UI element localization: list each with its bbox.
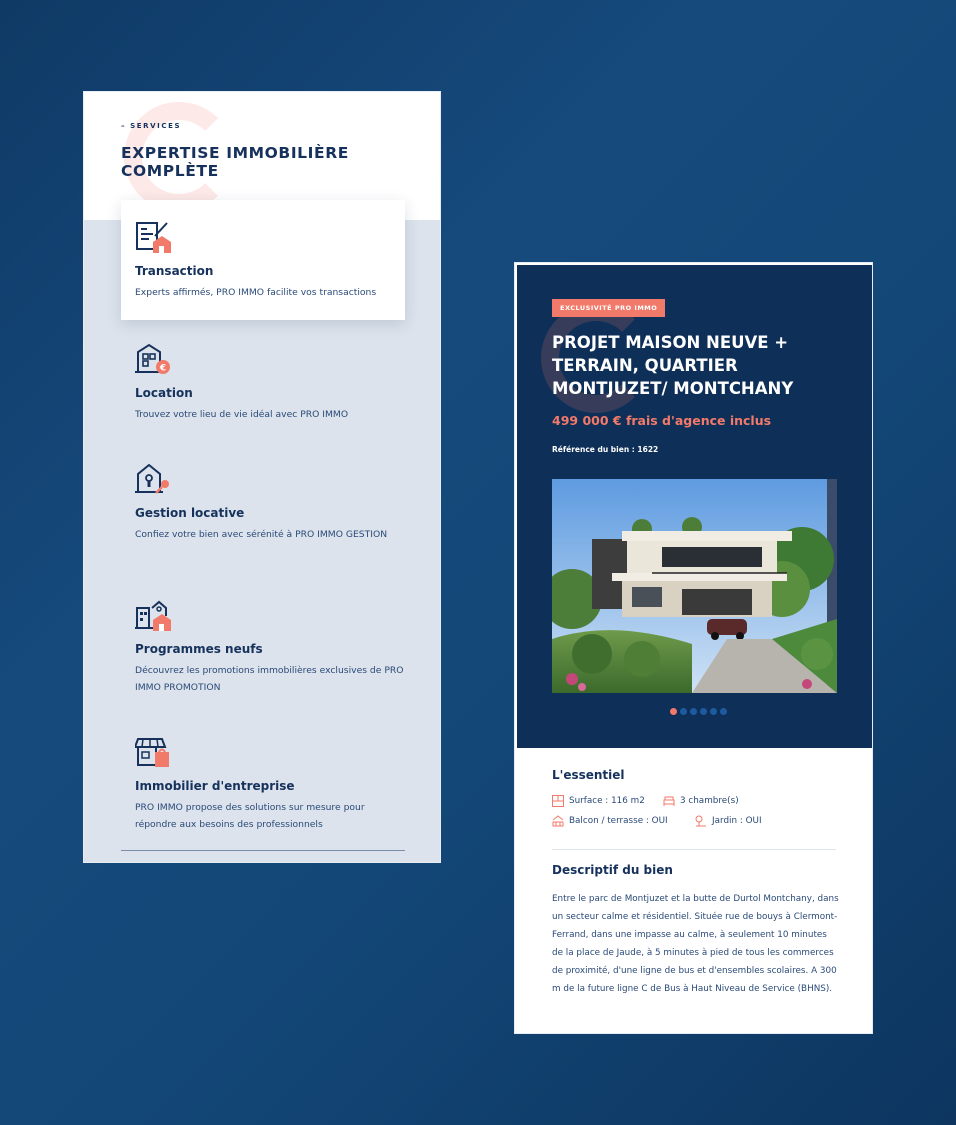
property-reference: Référence du bien : 1622 [552, 445, 659, 454]
service-name: Programmes neufs [135, 642, 263, 656]
feature-label: 3 chambre(s) [680, 796, 739, 806]
storefront-bag-icon [135, 735, 171, 769]
carousel-dots [670, 708, 727, 715]
property-price: 499 000 € frais d'agence inclus [552, 413, 772, 428]
service-card-immobilier-entreprise[interactable] [121, 735, 405, 833]
services-card [83, 91, 441, 863]
feature-balcony [552, 815, 668, 827]
carousel-dot[interactable] [670, 708, 677, 715]
description-title: Descriptif du bien [552, 863, 673, 877]
feature-garden [695, 815, 762, 827]
house-key-icon [135, 462, 171, 496]
feature-label: Surface : 116 m2 [569, 796, 645, 806]
property-header [517, 265, 872, 748]
section-eyebrow: – SERVICES [121, 122, 182, 130]
feature-label: Balcon / terrasse : OUI [569, 816, 668, 826]
feature-surface [552, 795, 645, 807]
carousel-dot[interactable] [700, 708, 707, 715]
service-name: Gestion locative [135, 506, 245, 520]
contract-house-icon [135, 220, 171, 254]
service-description: Experts affirmés, PRO IMMO facilite vos transactions [135, 287, 377, 298]
service-card-gestion-locative[interactable] [121, 462, 405, 543]
exclusive-badge: EXCLUSIVITÉ PRO IMMO [552, 299, 665, 317]
carousel-dot[interactable] [690, 708, 697, 715]
balcony-icon [552, 815, 564, 827]
service-description: Confiez votre bien avec sérénité à PRO IMMO GESTION [135, 529, 388, 540]
service-name: Location [135, 386, 193, 400]
description-text: Entre le parc de Montjuzet et la butte de Durtol Montchany, dans un secteur calme et résidentiel. Située rue de bouys à Clermont-Ferrand, dans une impasse au calme, à seulement 10 minutes de la place de Jaude, à 5 minutes à pied de tous les commerces de proximité, d'une ligne de bus et d'ensembles scolaires. A 300 m de la future ligne C de Bus à Haut Niveau de Service (BHNS). [552, 894, 839, 994]
divider [121, 850, 405, 851]
property-card [514, 262, 873, 1034]
service-card-transaction[interactable] [121, 200, 405, 320]
property-title: PROJET MAISON NEUVE + TERRAIN, QUARTIER MONTJUZET/ MONTCHANY [552, 333, 794, 398]
property-photo[interactable] [552, 479, 837, 693]
service-card-location[interactable] [121, 342, 405, 423]
feature-bedrooms [663, 795, 739, 807]
bed-icon [663, 795, 675, 807]
svg-text:€: € [159, 363, 167, 374]
house-photo-illustration [552, 479, 837, 693]
feature-label: Jardin : OUI [712, 816, 762, 826]
service-description: Découvrez les promotions immobilières exclusives de PRO IMMO PROMOTION [135, 665, 404, 693]
tree-icon [695, 815, 707, 827]
carousel-dot[interactable] [710, 708, 717, 715]
service-card-programmes-neufs[interactable] [121, 598, 405, 696]
building-euro-icon [135, 342, 171, 376]
section-title: EXPERTISE IMMOBILIÈRE COMPLÈTE [121, 144, 349, 180]
essentials-title: L'essentiel [552, 768, 625, 782]
new-buildings-icon [135, 598, 171, 632]
carousel-dot[interactable] [720, 708, 727, 715]
service-name: Transaction [135, 264, 214, 278]
carousel-dot[interactable] [680, 708, 687, 715]
floorplan-icon [552, 795, 564, 807]
service-description: Trouvez votre lieu de vie idéal avec PRO IMMO [135, 409, 349, 420]
divider [552, 849, 836, 850]
service-description: PRO IMMO propose des solutions sur mesure pour répondre aux besoins des professionnels [135, 802, 365, 830]
service-name: Immobilier d'entreprise [135, 779, 295, 793]
